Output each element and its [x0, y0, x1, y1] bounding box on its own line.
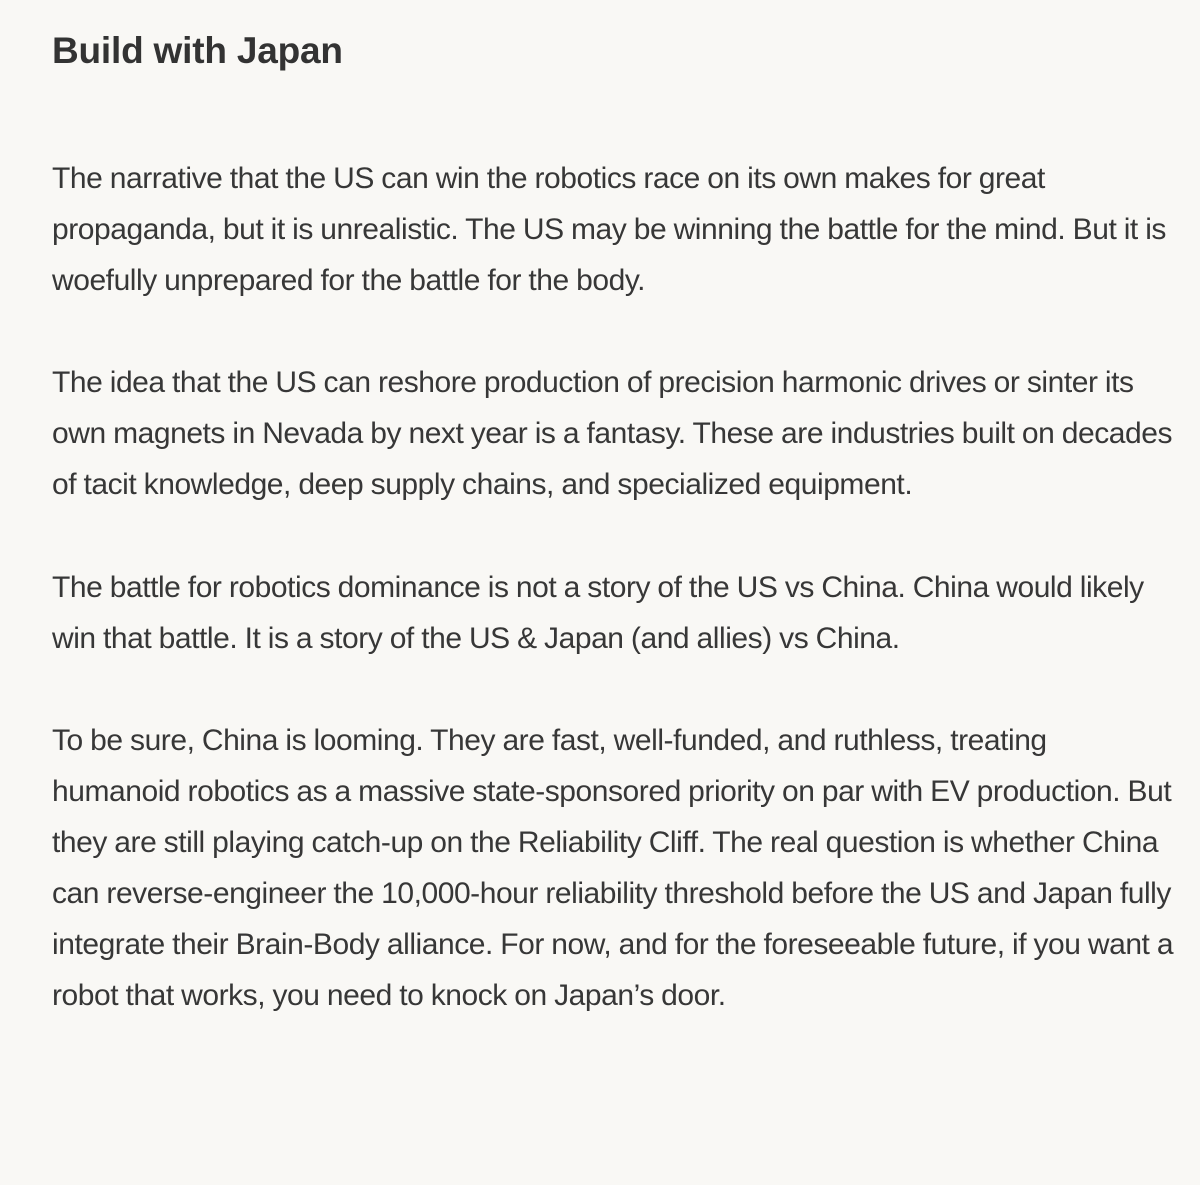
paragraph-2: The idea that the US can reshore production of precision harmonic drives or sinter its own magnets in Nevada by next year is a fantasy. These are industries built on decades of tacit knowledge, deep supply chains, and specialized equipment.: [52, 366, 1173, 502]
paragraph-3: The battle for robotics dominance is not a story of the US vs China. China would likely win that battle. It is a story of the US & Japan (and allies) vs China.: [52, 570, 1144, 655]
paragraph-1: The narrative that the US can win the robotics race on its own makes for great propaganda, but it is unrealistic. The US may be winning the battle for the mind. But it is woefully unprepared for the battle for the body.: [52, 162, 1166, 298]
section-heading: Build with Japan: [52, 30, 343, 71]
article: [52, 26, 1182, 1021]
paragraph-4: To be sure, China is looming. They are fast, well-funded, and ruthless, treating humanoid robotics as a massive state-sponsored priority on par with EV production. But they are still playing catch-up on the Reliability Cliff. The real question is whether China can reverse-engineer the 10,000-hour reliability threshold before the US and Japan fully integrate their Brain-Body alliance. For now, and for the foreseeable future, if you want a robot that works, you need to knock on Japan’s door.: [52, 723, 1174, 1013]
